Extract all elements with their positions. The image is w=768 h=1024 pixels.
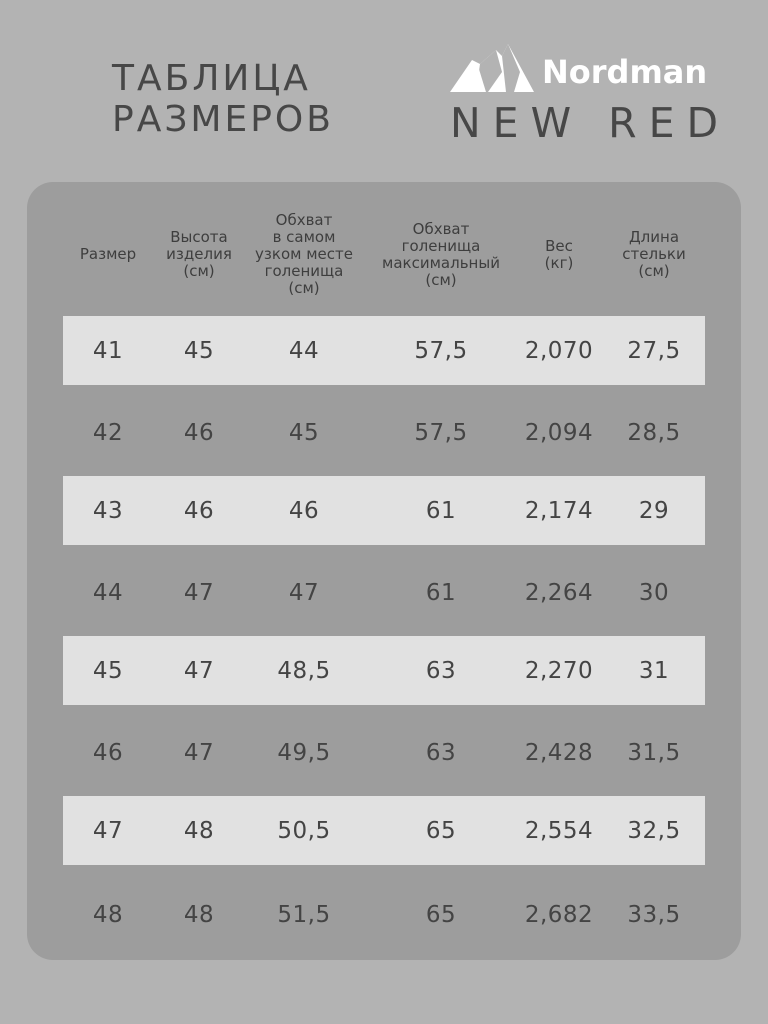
cell-weight: 2,682 [524,901,594,928]
cell-insole-length: 33,5 [627,901,681,928]
cell-weight: 2,094 [524,419,594,446]
cell-size: 41 [92,337,124,364]
cell-size: 48 [92,901,124,928]
table-row [63,476,705,545]
title-line-1: ТАБЛИЦА [112,58,311,99]
header-size: Размер [79,245,137,263]
cell-insole-length: 29 [638,497,670,524]
cell-narrow-girth: 46 [288,497,320,524]
cell-narrow-girth: 45 [288,419,320,446]
cell-height: 47 [183,657,215,684]
header-height: Высота изделия (см) [166,228,232,280]
cell-size: 44 [92,579,124,606]
table-row [63,316,705,385]
cell-height: 45 [183,337,215,364]
table-row [63,558,705,627]
cell-height: 47 [183,739,215,766]
cell-narrow-girth: 51,5 [277,901,331,928]
cell-narrow-girth: 50,5 [277,817,331,844]
cell-weight: 2,270 [524,657,594,684]
table-header [63,202,705,307]
header-insole-length: Длина стельки (см) [622,228,686,280]
size-table [27,182,741,960]
cell-size: 42 [92,419,124,446]
cell-insole-length: 28,5 [627,419,681,446]
cell-narrow-girth: 49,5 [277,739,331,766]
header-weight: Вес (кг) [544,236,574,272]
header-narrow-girth: Обхват в самом узком месте голенища (см) [255,211,353,297]
cell-height: 47 [183,579,215,606]
cell-insole-length: 31,5 [627,739,681,766]
model-name: NEW RED [450,99,731,147]
table-row [63,880,705,949]
cell-max-girth: 65 [425,901,457,928]
cell-insole-length: 31 [638,657,670,684]
cell-weight: 2,264 [524,579,594,606]
cell-weight: 2,174 [524,497,594,524]
cell-max-girth: 61 [425,579,457,606]
cell-size: 45 [92,657,124,684]
cell-height: 46 [183,419,215,446]
cell-max-girth: 63 [425,657,457,684]
cell-insole-length: 32,5 [627,817,681,844]
cell-weight: 2,428 [524,739,594,766]
table-row [63,398,705,467]
cell-max-girth: 57,5 [414,419,468,446]
cell-insole-length: 30 [638,579,670,606]
cell-max-girth: 63 [425,739,457,766]
table-row [63,636,705,705]
cell-max-girth: 57,5 [414,337,468,364]
mountain-peaks-icon [450,42,534,94]
cell-weight: 2,554 [524,817,594,844]
cell-height: 46 [183,497,215,524]
table-row [63,718,705,787]
brand-logo [450,42,750,102]
cell-height: 48 [183,901,215,928]
cell-size: 43 [92,497,124,524]
cell-narrow-girth: 44 [288,337,320,364]
cell-size: 47 [92,817,124,844]
cell-size: 46 [92,739,124,766]
cell-insole-length: 27,5 [627,337,681,364]
header-max-girth: Обхват голенища максимальный (см) [382,219,500,289]
title-line-2: РАЗМЕРОВ [112,99,334,140]
cell-narrow-girth: 47 [288,579,320,606]
cell-max-girth: 65 [425,817,457,844]
cell-narrow-girth: 48,5 [277,657,331,684]
page-title [112,58,334,140]
brand-name: Nordman [542,53,708,91]
table-row [63,796,705,865]
cell-height: 48 [183,817,215,844]
cell-weight: 2,070 [524,337,594,364]
cell-max-girth: 61 [425,497,457,524]
